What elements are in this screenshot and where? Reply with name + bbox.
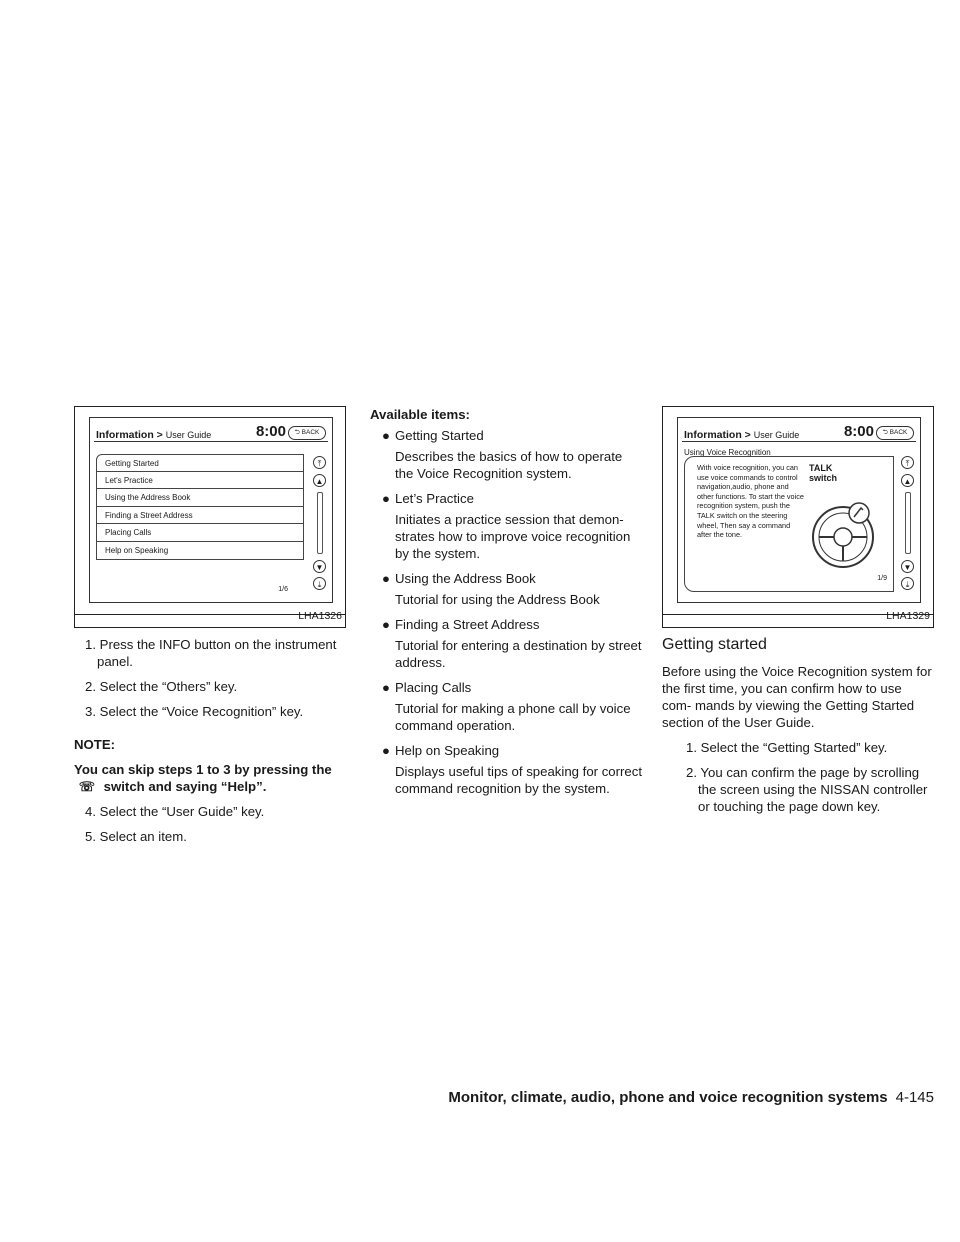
header-divider xyxy=(682,441,916,442)
figure-voice-recognition xyxy=(662,406,934,628)
content-text: With voice recognition, you can use voice commands to control navigation,audio, phone and other functions. To start the voice recognition system, push the TALK switch on the steering wheel, Then say a command after the tone. xyxy=(697,463,804,540)
scroll-down-icon[interactable]: ▼ xyxy=(313,560,326,573)
screen-clock: 8:00 xyxy=(843,423,874,440)
page-footer xyxy=(448,1089,934,1106)
menu-item[interactable]: Getting Started xyxy=(96,454,304,472)
page-indicator: 1/9 xyxy=(877,575,887,582)
screen-display xyxy=(677,417,921,603)
available-item-desc: Tutorial for entering a destination by street address. xyxy=(395,638,642,670)
header-divider xyxy=(94,441,328,442)
steering-wheel-icon xyxy=(803,491,883,571)
screen-clock: 8:00 xyxy=(255,423,286,440)
bullet-icon: ● xyxy=(382,428,390,443)
screen-title: Information > User Guide xyxy=(684,429,800,441)
step-3: 3. Select the “Voice Recognition” key. xyxy=(85,704,304,719)
bullet-icon: ● xyxy=(382,617,390,632)
bullet-icon: ● xyxy=(382,743,390,758)
scrollbar[interactable] xyxy=(317,492,323,554)
bullet-icon: ● xyxy=(382,491,390,506)
page-down-icon[interactable]: ⤓ xyxy=(901,577,914,590)
available-item-desc: Describes the basics of how to operate the Voice Recognition system. xyxy=(395,449,623,481)
available-heading: Available items: xyxy=(370,407,470,422)
column-left xyxy=(74,406,346,853)
available-item-desc: Tutorial for making a phone call by voice command operation. xyxy=(395,701,631,733)
talk-switch-label: TALK switch xyxy=(809,463,838,483)
note-heading: NOTE: xyxy=(74,737,116,752)
scrollbar[interactable] xyxy=(905,492,911,554)
user-guide-menu xyxy=(96,454,304,560)
available-item: ● Getting Started xyxy=(382,428,484,443)
figure-user-guide-menu xyxy=(74,406,346,628)
back-button[interactable]: ⮌ BACK xyxy=(288,426,326,440)
available-item: ● Help on Speaking xyxy=(382,743,500,758)
bullet-icon: ● xyxy=(382,680,390,695)
menu-item[interactable]: Finding a Street Address xyxy=(96,507,304,525)
figure-caption: LHA1329 xyxy=(886,610,930,622)
available-item-desc: Tutorial for using the Address Book xyxy=(395,592,600,607)
step-1: 1. Press the INFO button on the instrument panel. xyxy=(85,637,337,669)
page-up-icon[interactable]: ⤒ xyxy=(313,456,326,469)
note-text: You can skip steps 1 to 3 by pressing the ☏ switch and saying “Help”. xyxy=(74,762,332,794)
gs-step-2: 2. You can confirm the page by scrolling the screen using the NISSAN controller or touching the page down key. xyxy=(686,765,928,814)
scroll-controls xyxy=(900,456,916,590)
section-heading: Getting started xyxy=(662,636,767,653)
menu-item[interactable]: Let's Practice xyxy=(96,472,304,490)
section-title: Using Voice Recognition xyxy=(684,448,771,457)
column-middle xyxy=(370,406,642,805)
section-body: Before using the Voice Recognition system for the first time, you can confirm how to use com- mands by viewing the Getting Started section of the User Guide. xyxy=(662,664,932,730)
available-item: ● Using the Address Book xyxy=(382,571,536,586)
page-down-icon[interactable]: ⤓ xyxy=(313,577,326,590)
available-item: ● Let’s Practice xyxy=(382,491,474,506)
step-2: 2. Select the “Others” key. xyxy=(85,679,238,694)
screen-title: Information > User Guide xyxy=(96,429,212,441)
page-up-icon[interactable]: ⤒ xyxy=(901,456,914,469)
column-right xyxy=(662,406,934,823)
page-number: 4-145 xyxy=(895,1089,934,1106)
back-button[interactable]: ⮌ BACK xyxy=(876,426,914,440)
screen-display xyxy=(89,417,333,603)
page-indicator: 1/6 xyxy=(278,586,288,593)
bullet-icon: ● xyxy=(382,571,390,586)
menu-item[interactable]: Placing Calls xyxy=(96,524,304,542)
available-item-desc: Displays useful tips of speaking for correct command recognition by the system. xyxy=(395,764,643,796)
menu-item[interactable]: Using the Address Book xyxy=(96,489,304,507)
footer-section-title: Monitor, climate, audio, phone and voice recognition systems xyxy=(448,1089,888,1106)
step-5: 5. Select an item. xyxy=(85,829,187,844)
step-4: 4. Select the “User Guide” key. xyxy=(85,804,265,819)
gs-step-1: 1. Select the “Getting Started” key. xyxy=(686,740,888,755)
scroll-up-icon[interactable]: ▲ xyxy=(901,474,914,487)
talk-switch-icon: ☏ xyxy=(78,779,96,794)
available-item-desc: Initiates a practice session that demon- strates how to improve voice recognition by the system. xyxy=(395,512,631,561)
scroll-down-icon[interactable]: ▼ xyxy=(901,560,914,573)
scroll-controls xyxy=(312,456,328,590)
scroll-up-icon[interactable]: ▲ xyxy=(313,474,326,487)
figure-caption: LHA1326 xyxy=(298,610,342,622)
available-item: ● Placing Calls xyxy=(382,680,472,695)
available-item: ● Finding a Street Address xyxy=(382,617,540,632)
menu-item[interactable]: Help on Speaking xyxy=(96,542,304,560)
content-panel xyxy=(684,456,894,592)
